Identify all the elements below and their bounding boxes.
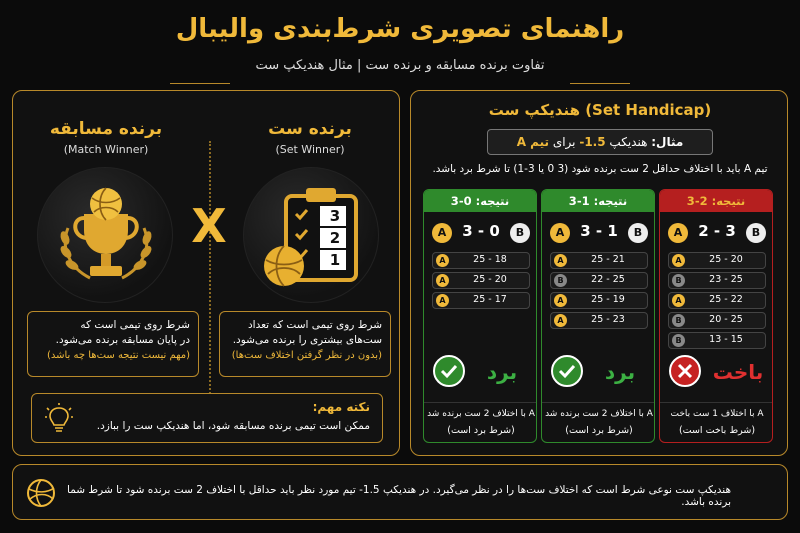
set-winner-badge: B xyxy=(554,274,567,287)
card-footer-line2: (شرط برد است) xyxy=(447,425,515,436)
example-label: مثال: xyxy=(651,135,684,149)
card-result-header: نتیجه: 0-3 xyxy=(424,190,536,212)
handicap-condition: تیم A باید با اختلاف حداقل 2 ست برنده شود (3 0 یا 3-1) تا شرط برد باشد. xyxy=(432,163,768,175)
set-row xyxy=(550,292,648,309)
set-score: 25 - 20 xyxy=(709,254,743,265)
match-desc-line2: در پایان مسابقه برنده می‌شود. xyxy=(55,334,190,346)
set-score: 23 - 25 xyxy=(709,274,743,285)
set-row xyxy=(432,252,530,269)
set-winner-badge: B xyxy=(672,334,685,347)
set-winner-badge: B xyxy=(672,274,685,287)
card-footer-line2: (شرط باخت است) xyxy=(678,425,756,436)
example-box xyxy=(487,129,713,155)
example-for: برای xyxy=(552,135,576,149)
set-row xyxy=(668,272,766,289)
set-row xyxy=(668,292,766,309)
set-winner-title: برنده ست xyxy=(268,119,352,139)
set-winner-subtitle: (Set Winner) xyxy=(275,143,345,156)
match-winner-desc xyxy=(27,311,199,377)
match-winner-subtitle: (Match Winner) xyxy=(63,143,149,156)
set-score: 25 - 20 xyxy=(473,274,507,285)
card-score: 3 - 1 xyxy=(580,222,618,240)
summary-text: هندیکپ ست نوعی شرط است که اختلاف ست‌ها را در نظر می‌گیرد. در هندیکپ 1.5- تیم مورد نظر باید حداقل با اختلاف 2 ست برنده شود تا شرط شما برنده باشد. xyxy=(67,484,731,508)
match-desc-line1: شرط روی تیمی است که xyxy=(80,319,190,331)
set-row xyxy=(550,312,648,329)
team-a-badge: A xyxy=(550,223,570,243)
card-footer xyxy=(542,402,655,443)
versus-mark: X xyxy=(191,199,227,253)
card-score: 2 - 3 xyxy=(698,222,736,240)
match-winner-circle xyxy=(37,167,173,303)
set-row xyxy=(668,332,766,349)
set-row xyxy=(432,292,530,309)
trophy-icon xyxy=(38,168,174,304)
set-desc-line2: ست‌های بیشتری را برنده می‌شود. xyxy=(232,334,382,346)
example-value: -1.5 xyxy=(579,135,606,149)
set-score: 25 - 22 xyxy=(709,294,743,305)
set-row xyxy=(668,252,766,269)
result-card xyxy=(423,189,537,443)
set-score: 25 - 18 xyxy=(473,254,507,265)
card-footer-line1: A با اختلاف 2 ست برنده شد xyxy=(427,409,535,419)
note-title: نکته مهم: xyxy=(312,400,370,414)
card-footer xyxy=(660,402,773,443)
set-winner-circle xyxy=(243,167,379,303)
clipboard-icon xyxy=(244,168,380,304)
card-footer-line2: (شرط برد است) xyxy=(565,425,633,436)
set-winner-badge: B xyxy=(672,314,685,327)
set-winner-badge: A xyxy=(436,274,449,287)
summary-panel xyxy=(12,464,788,520)
result-word: برد xyxy=(486,360,518,384)
set-score: 25 - 17 xyxy=(473,294,507,305)
match-winner-title: برنده مسابقه xyxy=(49,119,163,139)
team-a-badge: A xyxy=(432,223,452,243)
team-b-badge: B xyxy=(746,223,766,243)
result-card xyxy=(541,189,655,443)
check-icon xyxy=(432,354,466,388)
set-score: 25 - 21 xyxy=(591,254,625,265)
set-score: 25 - 19 xyxy=(591,294,625,305)
subtitle-rule-left xyxy=(170,83,230,84)
card-result-header: نتیجه: 1-3 xyxy=(542,190,654,212)
card-score-row xyxy=(542,220,655,246)
example-text: هندیکپ xyxy=(609,135,648,149)
handicap-title: هندیکپ ست (Set Handicap) xyxy=(488,101,712,119)
clipboard-num-3: 1 xyxy=(329,251,341,269)
set-winner-badge: A xyxy=(436,294,449,307)
set-winner-badge: A xyxy=(436,254,449,267)
result-word: باخت xyxy=(712,360,764,384)
card-result-header: نتیجه: 2-3 xyxy=(660,190,772,212)
example-team: تیم A xyxy=(516,135,549,149)
important-note xyxy=(31,393,383,443)
card-footer-line1: A با اختلاف 2 ست برنده شد xyxy=(545,409,653,419)
set-score: 13 - 15 xyxy=(709,334,743,345)
subtitle-rule-right xyxy=(570,83,630,84)
page-subtitle: تفاوت برنده مسابقه و برنده ست | مثال هندیکپ ست xyxy=(255,58,545,73)
set-score: 22 - 25 xyxy=(591,274,625,285)
note-text: ممکن است تیمی برنده مسابقه شود، اما هندیکپ ست را ببازد. xyxy=(96,420,370,432)
page-title: راهنمای تصویری شرط‌بندی والیبال xyxy=(175,14,625,44)
set-score: 20 - 25 xyxy=(709,314,743,325)
set-handicap-panel xyxy=(410,90,788,456)
comparison-panel xyxy=(12,90,400,456)
card-footer-line1: A با اختلاف 1 ست باخت xyxy=(670,409,764,419)
set-winner-badge: A xyxy=(672,254,685,267)
set-winner-badge: A xyxy=(672,294,685,307)
set-winner-badge: A xyxy=(554,254,567,267)
team-a-badge: A xyxy=(668,223,688,243)
set-desc-note: (بدون در نظر گرفتن اختلاف ست‌ها) xyxy=(231,350,382,361)
clipboard-num-2: 2 xyxy=(329,229,341,247)
result-card xyxy=(659,189,773,443)
set-winner-badge: A xyxy=(554,314,567,327)
card-score-row xyxy=(660,220,773,246)
card-score: 3 - 0 xyxy=(462,222,500,240)
lightbulb-icon xyxy=(44,402,74,436)
result-word: برد xyxy=(604,360,636,384)
set-winner-badge: A xyxy=(554,294,567,307)
set-row xyxy=(668,312,766,329)
card-footer xyxy=(424,402,537,443)
set-row xyxy=(550,252,648,269)
cross-icon xyxy=(668,354,702,388)
set-row xyxy=(432,272,530,289)
clipboard-num-1: 3 xyxy=(329,207,341,225)
set-score: 25 - 23 xyxy=(591,314,625,325)
set-row xyxy=(550,272,648,289)
team-b-badge: B xyxy=(510,223,530,243)
card-score-row xyxy=(424,220,537,246)
set-winner-desc xyxy=(219,311,391,377)
team-b-badge: B xyxy=(628,223,648,243)
match-desc-note: (مهم نیست نتیجه ست‌ها چه باشد) xyxy=(46,350,190,361)
set-desc-line1: شرط روی تیمی است که تعداد xyxy=(247,319,382,331)
check-icon xyxy=(550,354,584,388)
